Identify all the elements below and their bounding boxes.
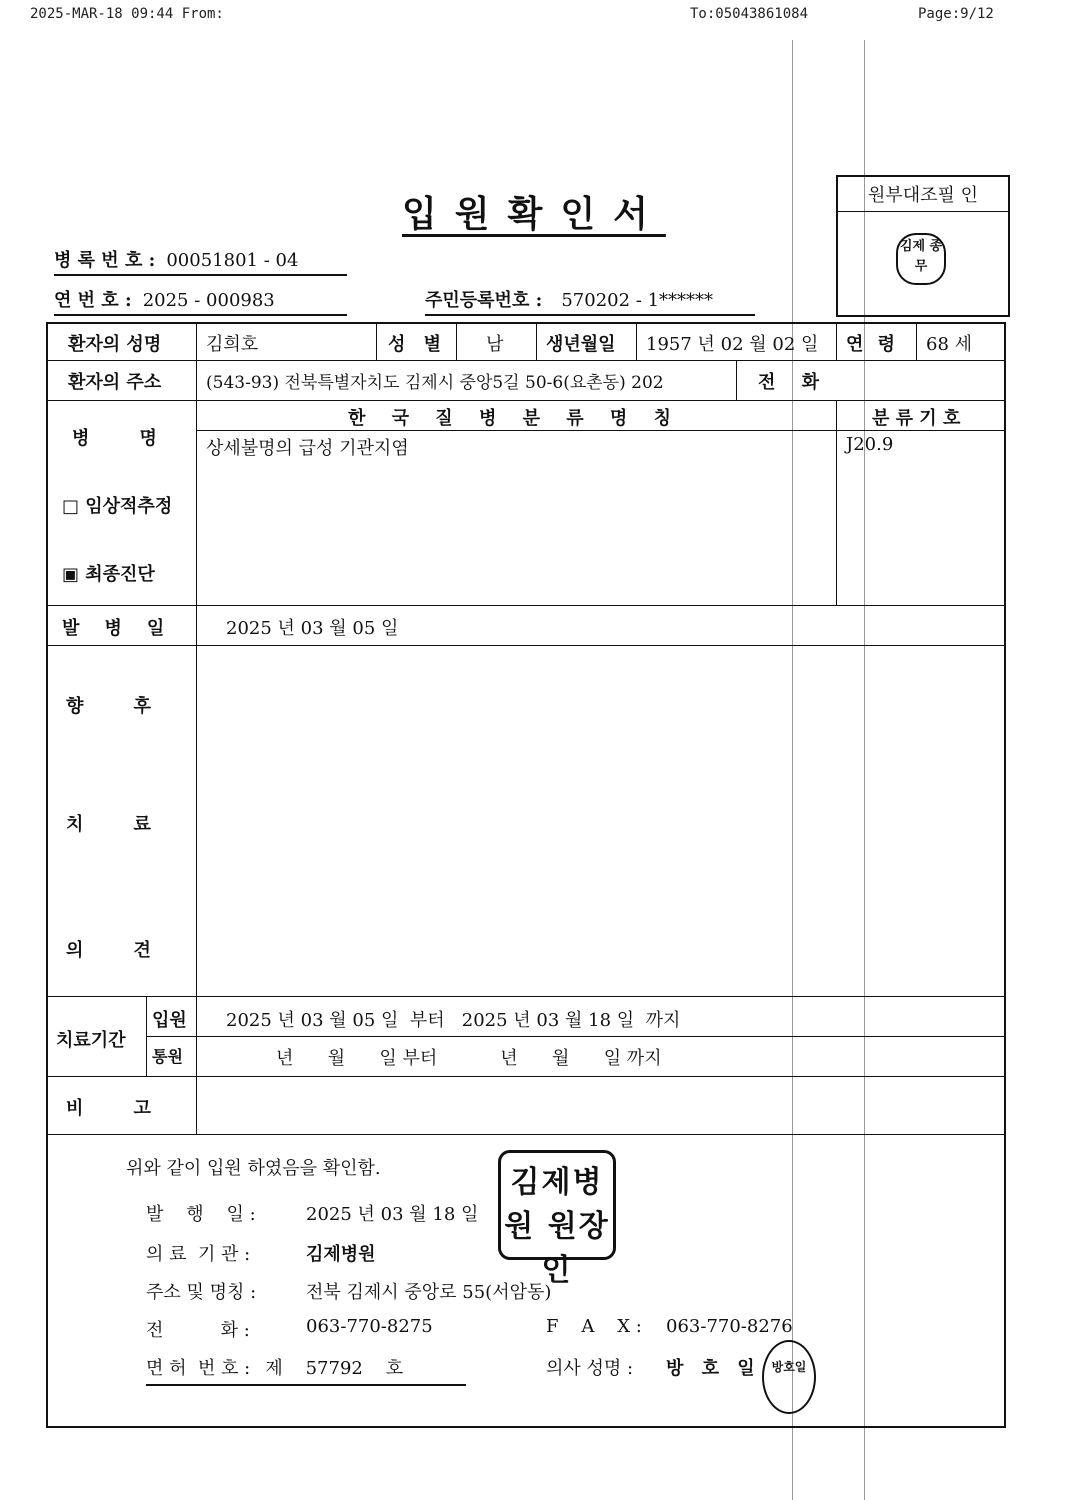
onset-label: 발 병 일 — [62, 618, 165, 639]
doctor-name: 방 호 일 — [666, 1358, 761, 1379]
chart-number-value: 00051801 - 04 — [166, 250, 299, 271]
phone-label: 전 화 — [758, 372, 830, 393]
license-value: 제 57792 호 — [265, 1358, 404, 1379]
prognosis-label-3: 의 견 — [66, 940, 151, 961]
diagnosis-name: 상세불명의 급성 기관지염 — [206, 438, 409, 459]
fax-page-number: Page:9/12 — [918, 6, 994, 22]
age-label: 연 령 — [846, 334, 900, 355]
institution-phone-value: 063-770-8275 — [306, 1316, 433, 1337]
prognosis-label-2: 치 료 — [66, 814, 151, 835]
institution-address-value: 전북 김제시 중앙로 55(서암동) — [306, 1282, 552, 1303]
fax-value: 063-770-8276 — [666, 1316, 793, 1337]
institution-label: 의 료 기 관 : — [146, 1244, 251, 1265]
doctor-label: 의사 성명 : — [546, 1358, 634, 1379]
diagnosis-code: J20.9 — [846, 434, 894, 455]
address-label: 환자의 주소 — [68, 372, 162, 393]
stamp-box-header: 원부대조필 인 — [838, 177, 1008, 212]
prognosis-label-1: 향 후 — [66, 696, 151, 717]
kcd-header: 한 국 질 병 분 류 명 칭 — [348, 408, 681, 429]
license-row — [146, 1354, 466, 1386]
dob-value: 1957 년 02 월 02 일 — [646, 334, 819, 355]
serial-number-row — [54, 286, 347, 316]
verification-stamp-box — [836, 175, 1010, 317]
fax-recipient: To:05043861084 — [690, 6, 809, 22]
verification-seal: 김제 종무 — [896, 233, 946, 285]
doctor-seal: 방호일 — [762, 1340, 816, 1414]
dob-label: 생년월일 — [546, 334, 616, 355]
issue-date-value: 2025 년 03 월 18 일 — [306, 1204, 479, 1225]
chart-number-row — [54, 246, 347, 276]
resident-number-value: 570202 - 1****** — [561, 290, 714, 311]
sex-label: 성 별 — [388, 334, 448, 355]
address-value: (543-93) 전북특별자치도 김제시 중앙5길 50-6(요촌동) 202 — [206, 373, 664, 393]
chart-number-label: 병 록 번 호 : — [54, 250, 156, 271]
outpatient-label: 통원 — [152, 1047, 183, 1066]
issue-date-label: 발 행 일 : — [146, 1204, 256, 1225]
serial-number-value: 2025 - 000983 — [142, 290, 275, 311]
confirmation-text: 위와 같이 입원 하였음을 확인함. — [126, 1158, 381, 1179]
resident-number-row — [425, 286, 755, 316]
clinical-estimate-checkbox: □ 임상적추정 — [62, 496, 173, 517]
institution-address-label: 주소 및 명칭 : — [146, 1282, 257, 1303]
fax-label: F A X : — [546, 1316, 642, 1337]
outpatient-period: 년 월 일 부터 년 월 일 까지 — [276, 1048, 662, 1069]
remarks-label: 비 고 — [66, 1098, 151, 1119]
hospital-seal: 김제병원 원장인 — [498, 1150, 616, 1260]
patient-name-value: 김희호 — [206, 334, 259, 355]
license-label: 면 허 번 호 : — [146, 1358, 251, 1379]
age-value: 68 세 — [926, 334, 973, 355]
fax-datetime: 2025-MAR-18 09:44 From: — [30, 6, 224, 22]
institution-phone-label: 전 화 : — [146, 1320, 250, 1341]
resident-number-label: 주민등록번호 : — [425, 290, 543, 311]
code-header: 분 류 기 호 — [872, 408, 961, 429]
patient-name-label: 환자의 성명 — [68, 334, 162, 355]
serial-number-label: 연 번 호 : — [54, 290, 132, 311]
final-diagnosis-checkbox: ▣ 최종진단 — [62, 564, 155, 585]
document-title: 입원확인서 — [402, 193, 666, 235]
diagnosis-label: 병 명 — [72, 428, 157, 449]
treatment-period-label: 치료기간 — [56, 1030, 126, 1051]
sex-value: 남 — [486, 334, 504, 355]
onset-value: 2025 년 03 월 05 일 — [226, 618, 399, 639]
inpatient-period: 2025 년 03 월 05 일 부터 2025 년 03 월 18 일 까지 — [226, 1010, 681, 1031]
institution-value: 김제병원 — [306, 1244, 376, 1265]
inpatient-label: 입원 — [152, 1010, 187, 1031]
